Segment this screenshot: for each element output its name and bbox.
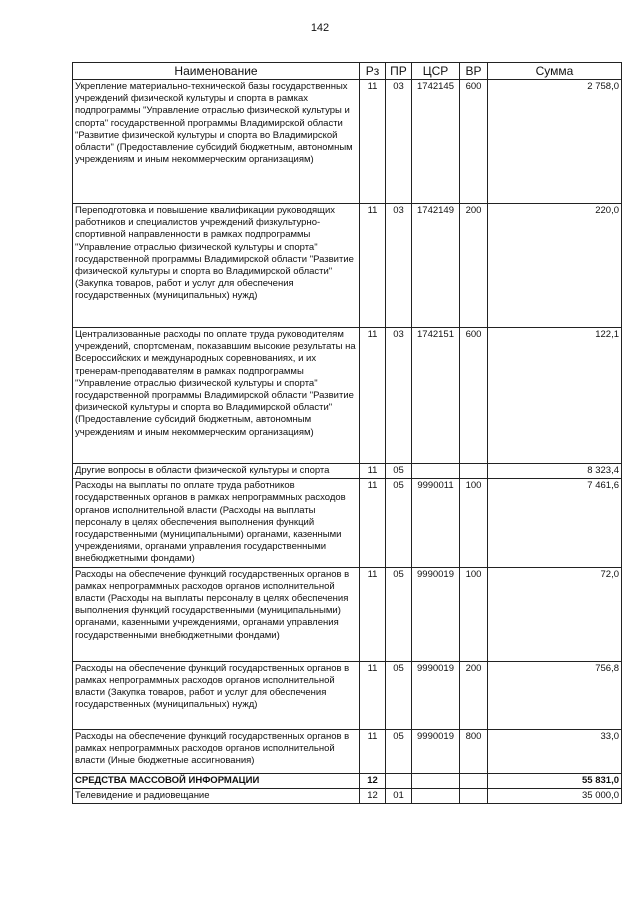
table-row — [73, 479, 622, 567]
row-vr: 200 — [460, 661, 488, 729]
row-csr — [412, 464, 460, 479]
row-pr: 03 — [386, 204, 412, 328]
table-row — [73, 788, 622, 803]
row-rz: 12 — [360, 773, 386, 788]
row-sum: 122,1 — [488, 328, 622, 464]
table-row — [73, 773, 622, 788]
row-sum: 756,8 — [488, 661, 622, 729]
table-row — [73, 661, 622, 729]
row-name: Расходы на обеспечение функций государственных органов в рамках непрограммных расходов органов исполнительной власти (Расходы на выплаты персоналу в целях обеспечения выполнения функций государственными (муниципальными) органами, казенными учреждениями, органами управления государственными внебюджетными фондами) — [73, 567, 360, 661]
row-vr — [460, 788, 488, 803]
row-name: Централизованные расходы по оплате труда руководителям учреждений, спортсменам, показавшим высокие результаты на Всероссийских и международных соревнованиях, и их тренерам-преподавателям в рамках подпрограммы "Управление отраслью физической культуры и спорта" государственной программы Владимирской области "Развитие физической культуры и спорта во Владимирской области" (Предоставление субсидий бюджетным, автономным учреждениям и иным некоммерческим организациям) — [73, 328, 360, 464]
row-sum: 72,0 — [488, 567, 622, 661]
row-sum: 33,0 — [488, 729, 622, 773]
row-rz: 11 — [360, 80, 386, 204]
header-csr: ЦСР — [412, 63, 460, 80]
row-rz: 11 — [360, 661, 386, 729]
header-vr: ВР — [460, 63, 488, 80]
row-rz: 11 — [360, 479, 386, 567]
row-csr — [412, 773, 460, 788]
row-rz: 11 — [360, 464, 386, 479]
row-vr: 100 — [460, 479, 488, 567]
table-row — [73, 204, 622, 328]
row-rz: 11 — [360, 729, 386, 773]
page-number: 142 — [310, 22, 330, 34]
row-pr: 05 — [386, 479, 412, 567]
row-name: Укрепление материально-технической базы государственных учреждений физической культуры и спорта в рамках подпрограммы "Управление отраслью физической культуры и спорта" государственной программы Владимирской области "Развитие физической культуры и спорта во Владимирской области" (Предоставление субсидий бюджетным, автономным учреждениям и иным некоммерческим организациям) — [73, 80, 360, 204]
table-header-row — [73, 63, 622, 80]
table-row — [73, 729, 622, 773]
row-vr: 600 — [460, 80, 488, 204]
table-row — [73, 464, 622, 479]
row-sum: 7 461,6 — [488, 479, 622, 567]
row-pr: 05 — [386, 661, 412, 729]
row-name: Переподготовка и повышение квалификации руководящих работников и специалистов учреждений физкультурно-спортивной направленности в рамках подпрограммы "Управление отраслью физической культуры и спорта" государственной программы Владимирской области "Развитие физической культуры и спорта во Владимирской области" (Закупка товаров, работ и услуг для обеспечения государственных (муниципальных) нужд) — [73, 204, 360, 328]
row-rz: 11 — [360, 204, 386, 328]
row-vr: 100 — [460, 567, 488, 661]
row-pr: 05 — [386, 567, 412, 661]
row-name: Расходы на выплаты по оплате труда работников государственных органов в рамках непрограммных расходов органов исполнительной власти (Расходы на выплаты персоналу в целях обеспечения выполнения функций государственными (муниципальными) органами, казенными учреждениями, органами управления государственными внебюджетными фондами) — [73, 479, 360, 567]
row-rz: 12 — [360, 788, 386, 803]
row-csr: 1742151 — [412, 328, 460, 464]
budget-table — [72, 62, 622, 804]
row-name: Другие вопросы в области физической культуры и спорта — [73, 464, 360, 479]
row-sum: 2 758,0 — [488, 80, 622, 204]
row-name: Расходы на обеспечение функций государственных органов в рамках непрограммных расходов органов исполнительной власти (Закупка товаров, работ и услуг для обеспечения государственных (муниципальных) нужд) — [73, 661, 360, 729]
table-row — [73, 567, 622, 661]
table-row — [73, 80, 622, 204]
row-pr: 05 — [386, 729, 412, 773]
row-csr: 9990011 — [412, 479, 460, 567]
row-csr: 9990019 — [412, 661, 460, 729]
header-name: Наименование — [73, 63, 360, 80]
header-pr: ПР — [386, 63, 412, 80]
table-row — [73, 328, 622, 464]
row-name: Телевидение и радиовещание — [73, 788, 360, 803]
row-name: СРЕДСТВА МАССОВОЙ ИНФОРМАЦИИ — [73, 773, 360, 788]
row-vr: 200 — [460, 204, 488, 328]
row-name: Расходы на обеспечение функций государственных органов в рамках непрограммных расходов органов исполнительной власти (Иные бюджетные ассигнования) — [73, 729, 360, 773]
row-pr — [386, 773, 412, 788]
row-vr — [460, 773, 488, 788]
row-sum: 35 000,0 — [488, 788, 622, 803]
row-csr: 1742149 — [412, 204, 460, 328]
header-sum: Сумма — [488, 63, 622, 80]
row-rz: 11 — [360, 567, 386, 661]
row-csr: 9990019 — [412, 729, 460, 773]
row-csr: 1742145 — [412, 80, 460, 204]
row-vr — [460, 464, 488, 479]
row-pr: 03 — [386, 328, 412, 464]
header-rz: Рз — [360, 63, 386, 80]
row-sum: 220,0 — [488, 204, 622, 328]
row-csr: 9990019 — [412, 567, 460, 661]
row-pr: 05 — [386, 464, 412, 479]
row-pr: 01 — [386, 788, 412, 803]
row-pr: 03 — [386, 80, 412, 204]
row-vr: 800 — [460, 729, 488, 773]
row-rz: 11 — [360, 328, 386, 464]
row-vr: 600 — [460, 328, 488, 464]
row-csr — [412, 788, 460, 803]
row-sum: 8 323,4 — [488, 464, 622, 479]
row-sum: 55 831,0 — [488, 773, 622, 788]
